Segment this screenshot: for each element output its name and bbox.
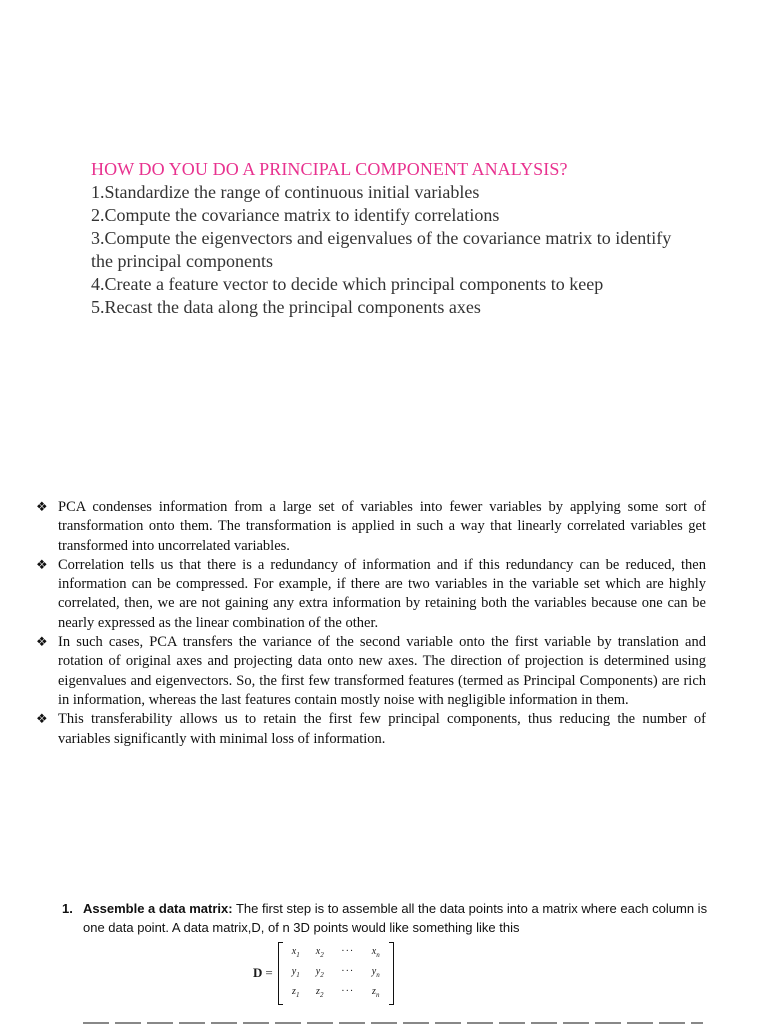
matrix-cell: $x_2$ (315, 945, 324, 959)
matrix-cell: ··· (341, 985, 355, 997)
diamond-bullet-icon: ❖ (36, 635, 48, 651)
data-matrix-equation (253, 947, 394, 999)
diamond-bullet-icon: ❖ (36, 712, 48, 728)
matrix-cell: ··· (341, 945, 355, 957)
matrix-cell: $z_1$ (292, 985, 300, 999)
section-number: 1. (62, 901, 73, 916)
matrix-cell: $z_n$ (372, 985, 380, 999)
step-item: 3.Compute the eigenvectors and eigenvalues of the covariance matrix to identify the principal components (91, 228, 672, 271)
section-lead: Assemble a data matrix: (83, 901, 233, 916)
diamond-bullet-icon: ❖ (36, 500, 48, 515)
bullet-text: In such cases, PCA transfers the variance of the second variable onto the first variable by translation and rotation of original axes and projecting data onto new axes. The direction of projection is determined using eigenvalues and eigenvectors. So, the first few transformed features (termed as Principal Components) are rich in information, whereas the last features contain mostly noise with negligible information in them. (58, 634, 706, 708)
pca-explanation-list (36, 498, 706, 749)
matrix-label: D (253, 965, 263, 980)
cut-off-text-line (83, 1019, 703, 1024)
matrix-cell: $y_2$ (315, 965, 324, 979)
diamond-bullet-icon: ❖ (36, 557, 48, 573)
bullet-item (36, 633, 706, 710)
section-text: The first step is to assemble all the data points into a matrix where each column is one data point. A data matrix,D, of n 3D points would like something like this (83, 901, 708, 935)
matrix-cell: ··· (341, 965, 355, 977)
step-item: 1.Standardize the range of continuous initial variables (91, 182, 480, 202)
matrix-cell: $y_1$ (291, 965, 300, 979)
pca-steps-list (91, 181, 691, 319)
bullet-text: Correlation tells us that there is a redundancy of information and if this redundancy can be reduced, then information can be compressed. For example, if there are two variables in the variable set which are highly correlated, then, we are not gaining any extra information by retaining both the variables because one can be nearly expressed as the linear combination of the other. (58, 556, 706, 631)
bullet-item (36, 498, 706, 556)
section-body (83, 899, 712, 937)
bullet-text: This transferability allows us to retain the first few principal components, thus reducing the number of variables significantly with minimal loss of information. (58, 711, 706, 747)
step-item: 5.Recast the data along the principal components axes (91, 297, 481, 317)
equals-sign: = (265, 965, 273, 980)
data-matrix-section (62, 899, 712, 937)
step-item: 4.Create a feature vector to decide which principal components to keep (91, 274, 604, 294)
bullet-item (36, 710, 706, 749)
bullet-text: PCA condenses information from a large set of variables into fewer variables by applying some sort of transformation onto them. The transformation is applied in such a way that linearly correlated variables get transformed into uncorrelated variables. (58, 499, 706, 554)
bullet-item (36, 556, 706, 633)
matrix-cell: $x_n$ (371, 945, 380, 959)
step-item: 2.Compute the covariance matrix to identify correlations (91, 205, 500, 225)
matrix-cell: $y_n$ (371, 965, 380, 979)
matrix-cell: $x_1$ (291, 945, 300, 959)
matrix-cell: $z_2$ (316, 985, 324, 999)
page-heading: HOW DO YOU DO A PRINCIPAL COMPONENT ANALYSIS? (91, 159, 568, 179)
matrix-body (278, 942, 394, 1005)
